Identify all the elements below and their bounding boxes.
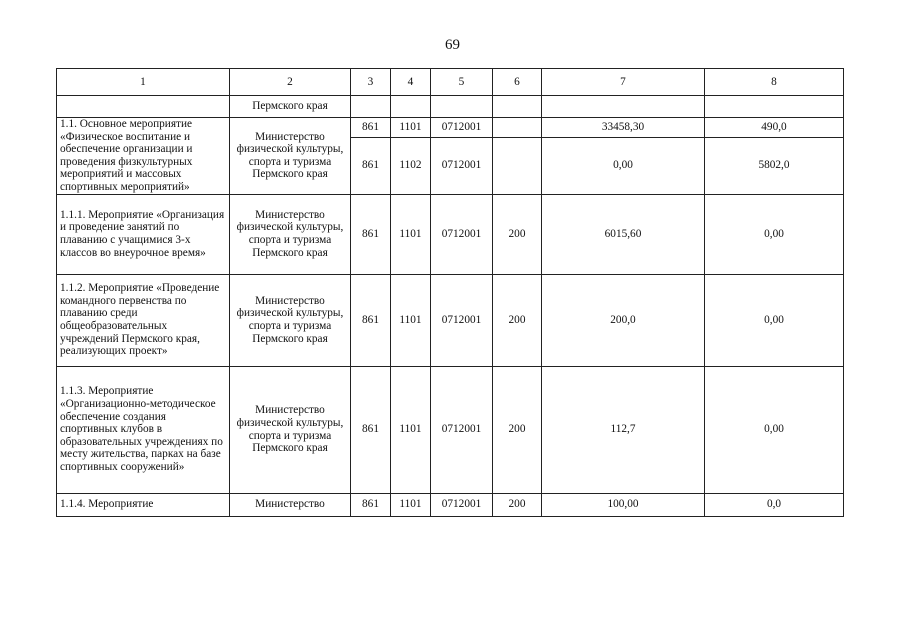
table-cell: 0,0 bbox=[705, 493, 844, 516]
executor-cell: Пермского края bbox=[230, 96, 351, 118]
table-cell: 5802,0 bbox=[705, 137, 844, 194]
table-cell: 861 bbox=[351, 194, 391, 274]
table-cell bbox=[351, 96, 391, 118]
table-cell bbox=[493, 137, 542, 194]
activity-name-cell: 1.1. Основное мероприятие «Физическое воспитание и обеспечение организации и проведения физкультурных мероприятий и массовых спортивных мероприятий» bbox=[57, 118, 230, 195]
executor-cell: Министерство физической культуры, спорта и туризма Пермского края bbox=[230, 118, 351, 195]
header-cell: 4 bbox=[391, 69, 431, 96]
table-cell: 200,0 bbox=[542, 274, 705, 366]
executor-cell: Министерство физической культуры, спорта и туризма Пермского края bbox=[230, 194, 351, 274]
executor-cell: Министерство физической культуры, спорта и туризма Пермского края bbox=[230, 366, 351, 493]
table-cell: 861 bbox=[351, 493, 391, 516]
activity-name-cell: 1.1.3. Мероприятие «Организационно-методическое обеспечение создания спортивных клубов в образовательных учреждениях по месту жительства, парках на базе спортивных сооружений» bbox=[57, 366, 230, 493]
table-row bbox=[57, 194, 844, 274]
table-cell: 1101 bbox=[391, 118, 431, 138]
header-cell: 6 bbox=[493, 69, 542, 96]
header-cell: 5 bbox=[431, 69, 493, 96]
table-cell: 0712001 bbox=[431, 118, 493, 138]
table-row bbox=[57, 96, 844, 118]
table-row bbox=[57, 366, 844, 493]
table-cell bbox=[542, 96, 705, 118]
table-cell: 100,00 bbox=[542, 493, 705, 516]
table-row bbox=[57, 118, 844, 138]
table-cell: 861 bbox=[351, 137, 391, 194]
table-cell bbox=[493, 118, 542, 138]
activity-name-cell: 1.1.1. Мероприятие «Организация и проведение занятий по плаванию с учащимися 3-х классов во внеурочное время» bbox=[57, 194, 230, 274]
table-cell: 200 bbox=[493, 493, 542, 516]
table-cell: 112,7 bbox=[542, 366, 705, 493]
activity-name-cell: 1.1.2. Мероприятие «Проведение командного первенства по плаванию среди общеобразовательных учреждений Пермского края, реализующих проект» bbox=[57, 274, 230, 366]
header-cell: 3 bbox=[351, 69, 391, 96]
table-cell: 0712001 bbox=[431, 366, 493, 493]
executor-cell: Министерство bbox=[230, 493, 351, 516]
table-cell: 0,00 bbox=[705, 194, 844, 274]
header-cell: 7 bbox=[542, 69, 705, 96]
table-cell: 1101 bbox=[391, 194, 431, 274]
table-cell: 6015,60 bbox=[542, 194, 705, 274]
header-cell: 1 bbox=[57, 69, 230, 96]
executor-cell: Министерство физической культуры, спорта и туризма Пермского края bbox=[230, 274, 351, 366]
table-cell: 490,0 bbox=[705, 118, 844, 138]
page-number: 69 bbox=[445, 37, 460, 53]
table-cell bbox=[57, 96, 230, 118]
table-cell: 1102 bbox=[391, 137, 431, 194]
table-cell: 1101 bbox=[391, 274, 431, 366]
table-cell bbox=[431, 96, 493, 118]
table-cell: 0,00 bbox=[705, 274, 844, 366]
table-cell: 0712001 bbox=[431, 274, 493, 366]
table-cell: 0712001 bbox=[431, 493, 493, 516]
table-cell: 861 bbox=[351, 118, 391, 138]
table-cell: 0,00 bbox=[542, 137, 705, 194]
table-cell: 1101 bbox=[391, 493, 431, 516]
table-cell: 1101 bbox=[391, 366, 431, 493]
table-row bbox=[57, 493, 844, 516]
header-row bbox=[57, 69, 844, 96]
table-cell bbox=[493, 96, 542, 118]
table-cell: 200 bbox=[493, 194, 542, 274]
table-cell bbox=[705, 96, 844, 118]
table-cell: 200 bbox=[493, 274, 542, 366]
table-cell: 0712001 bbox=[431, 194, 493, 274]
activity-name-cell: 1.1.4. Мероприятие bbox=[57, 493, 230, 516]
budget-table bbox=[56, 68, 844, 517]
table-cell: 200 bbox=[493, 366, 542, 493]
table-cell: 861 bbox=[351, 274, 391, 366]
table-cell: 861 bbox=[351, 366, 391, 493]
table-cell: 0,00 bbox=[705, 366, 844, 493]
header-cell: 2 bbox=[230, 69, 351, 96]
header-cell: 8 bbox=[705, 69, 844, 96]
table-cell bbox=[391, 96, 431, 118]
table-cell: 33458,30 bbox=[542, 118, 705, 138]
table-cell: 0712001 bbox=[431, 137, 493, 194]
table-row bbox=[57, 274, 844, 366]
